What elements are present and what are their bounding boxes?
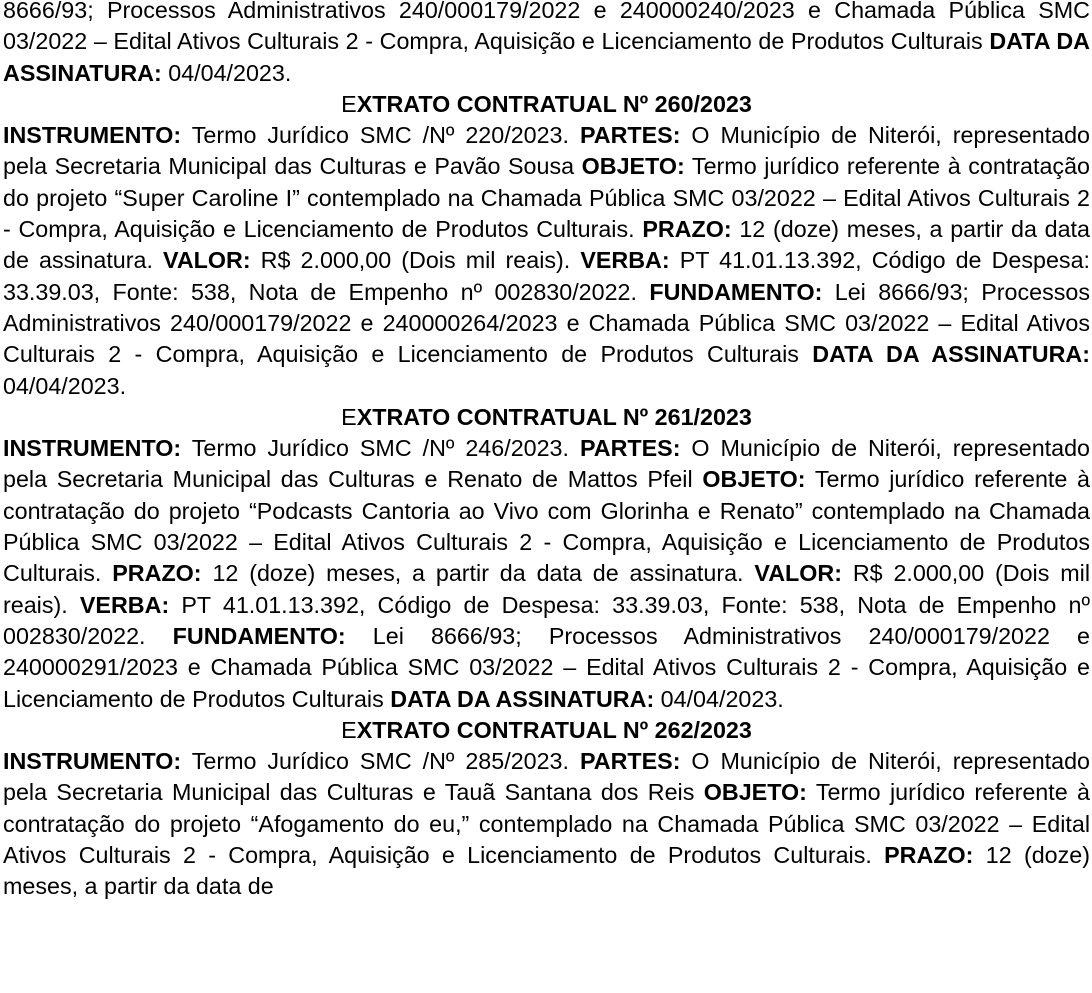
partes-label: PARTES: (579, 122, 681, 149)
instrumento-label: INSTRUMENTO: (3, 435, 182, 462)
signature-date-label: DATA DA ASSINATURA: (390, 685, 655, 712)
extrato-body-262: INSTRUMENTO: Termo Jurídico SMC /Nº 285/2023. PARTES: O Município de Niterói, representado pela Secretaria Municipal das Culturas e Tauã Santana dos Reis OBJETO: Termo jurídico referente à contratação do projeto “Afogamento do eu,” contemplado na Chamada Pública SMC 03/2022 – Edital Ativos Culturais 2 - Compra, Aquisição e Licenciamento de Produtos Culturais. PRAZO: 12 (doze) meses, a partir da data de (3, 748, 1091, 900)
signature-date: 04/04/2023. (161, 59, 292, 86)
prazo-label: PRAZO: (884, 842, 974, 869)
extrato-body-261: INSTRUMENTO: Termo Jurídico SMC /Nº 246/2023. PARTES: O Município de Niterói, representado pela Secretaria Municipal das Culturas e Renato de Mattos Pfeil OBJETO: Termo jurídico referente à contratação do projeto “Podcasts Cantoria ao Vivo com Glorinha e Renato” contemplado na Chamada Pública SMC 03/2022 – Edital Ativos Culturais 2 - Compra, Aquisição e Licenciamento de Produtos Culturais. PRAZO: 12 (doze) meses, a partir da data de assinatura. VALOR: R$ 2.000,00 (Dois mil reais). VERBA: PT 41.01.13.392, Código de Despesa: 33.39.03, Fonte: 538, Nota de Empenho nº 002830/2022. FUNDAMENTO: Lei 8666/93; Processos Administrativos 240/000179/2022 e 240000291/2023 e Chamada Pública SMC 03/2022 – Edital Ativos Culturais 2 - Compra, Aquisição e Licenciamento de Produtos Culturais DATA DA ASSINATURA: 04/04/2023. (3, 435, 1091, 712)
extrato-title-262: EXTRATO CONTRATUAL Nº 262/2023 (341, 716, 752, 743)
valor-label: VALOR: (163, 247, 251, 274)
valor-label: VALOR: (754, 560, 842, 587)
partes-label: PARTES: (579, 748, 681, 775)
extrato-body-260: INSTRUMENTO: Termo Jurídico SMC /Nº 220/2023. PARTES: O Município de Niterói, representado pela Secretaria Municipal das Culturas e Pavão Sousa OBJETO: Termo jurídico referente à contratação do projeto “Super Caroline I” contemplado na Chamada Pública SMC 03/2022 – Edital Ativos Culturais 2 - Compra, Aquisição e Licenciamento de Produtos Culturais. PRAZO: 12 (doze) meses, a partir da data de assinatura. VALOR: R$ 2.000,00 (Dois mil reais). VERBA: PT 41.01.13.392, Código de Despesa: 33.39.03, Fonte: 538, Nota de Empenho nº 002830/2022. FUNDAMENTO: Lei 8666/93; Processos Administrativos 240/000179/2022 e 240000264/2023 e Chamada Pública SMC 03/2022 – Edital Ativos Culturais 2 - Compra, Aquisição e Licenciamento de Produtos Culturais DATA DA ASSINATURA: 04/04/2023. (3, 122, 1091, 399)
signature-date-label: DATA DA ASSINATURA: (3, 28, 1090, 86)
verba-label: VERBA: (79, 591, 170, 618)
intro-text: 8666/93; Processos Administrativos 240/000179/2022 e 240000240/2023 e Chamada Pública SMC 03/2022 – Edital Ativos Culturais 2 - Compra, Aquisição e Licenciamento de Produtos Culturais (3, 0, 1090, 55)
prazo-label: PRAZO: (112, 560, 202, 587)
objeto-label: OBJETO: (581, 153, 685, 180)
verba-label: VERBA: (580, 247, 670, 274)
instrumento-label: INSTRUMENTO: (3, 748, 182, 775)
fundamento-label: FUNDAMENTO: (649, 278, 823, 305)
instrumento-label: INSTRUMENTO: (3, 122, 182, 149)
fundamento-label: FUNDAMENTO: (172, 622, 346, 649)
objeto-label: OBJETO: (702, 466, 806, 493)
intro-paragraph (3, 0, 1090, 89)
extrato-title-261: EXTRATO CONTRATUAL Nº 261/2023 (341, 403, 752, 430)
signature-date-label: DATA DA ASSINATURA: (812, 341, 1090, 368)
extrato-title-260: EXTRATO CONTRATUAL Nº 260/2023 (341, 90, 752, 117)
prazo-label: PRAZO: (642, 216, 732, 243)
partes-label: PARTES: (579, 435, 681, 462)
objeto-label: OBJETO: (703, 779, 807, 806)
